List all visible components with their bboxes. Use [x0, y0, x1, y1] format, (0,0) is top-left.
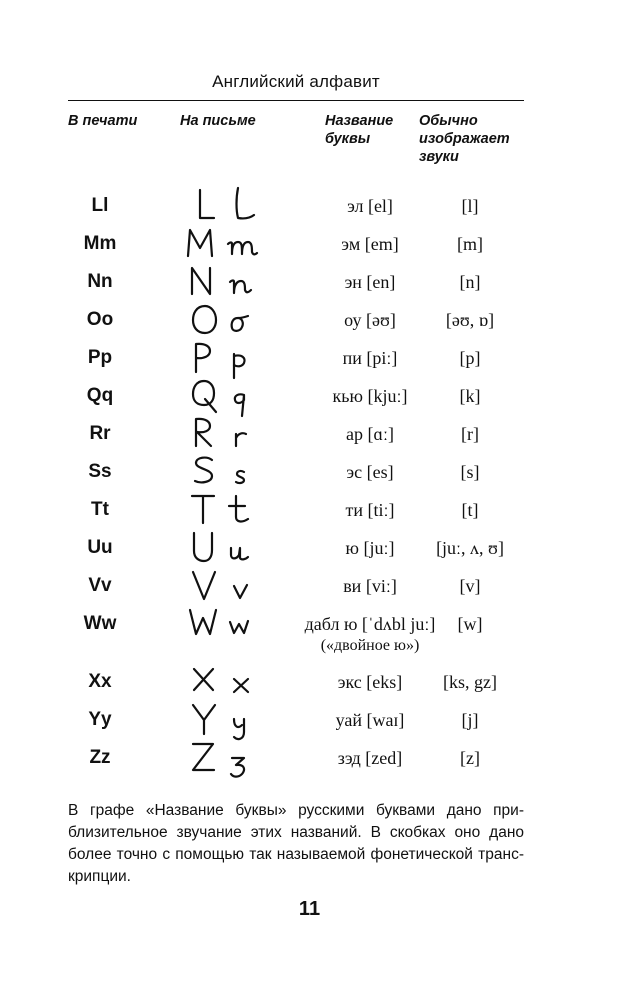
- column-header-print: В печати: [68, 113, 138, 129]
- printed-letter: Oo: [86, 309, 114, 330]
- letter-name-note: («двойное ю»): [320, 637, 420, 654]
- table-row: [0, 702, 619, 740]
- letter-sounds: [t]: [461, 500, 479, 520]
- column-header-letter-name: [325, 112, 415, 148]
- printed-letter: Ss: [88, 461, 112, 482]
- table-row: [0, 302, 619, 340]
- printed-letter: Xx: [88, 671, 112, 692]
- table-row: [0, 378, 619, 416]
- table-row: [0, 492, 619, 530]
- letter-sounds: [v]: [459, 576, 481, 596]
- letter-sounds: [w]: [457, 614, 483, 634]
- printed-letter: Pp: [87, 347, 113, 368]
- printed-letter: Vv: [88, 575, 112, 596]
- printed-letter: Uu: [87, 537, 113, 558]
- printed-letter: Nn: [87, 271, 113, 292]
- letter-name: ар [ɑː]: [346, 424, 394, 444]
- footnote-line: более точно с помощью так называемой фонетической транс-: [68, 846, 524, 863]
- column-header-sounds-line: Обычно: [419, 113, 478, 129]
- header-rule: [68, 100, 524, 101]
- table-row: [0, 416, 619, 454]
- footnote-line: крипции.: [68, 868, 131, 885]
- printed-letter: Qq: [86, 385, 114, 406]
- printed-letter: Rr: [89, 423, 111, 444]
- letter-sounds: [r]: [461, 424, 479, 444]
- letter-sounds: [ks, gz]: [443, 672, 497, 692]
- printed-letter: Mm: [83, 233, 117, 254]
- letter-name: дабл ю [ˈdʌbl juː]: [304, 614, 436, 634]
- footnote-line: близительное звучание этих названий. В скобках оно дано: [68, 824, 524, 841]
- column-header-letter-name-line: буквы: [325, 131, 371, 147]
- table-row: [0, 740, 619, 778]
- letter-name: зэд [zed]: [337, 748, 403, 768]
- letter-name: экс [eks]: [337, 672, 403, 692]
- table-row: [0, 454, 619, 492]
- letter-name: ю [juː]: [345, 538, 395, 558]
- printed-letter: Yy: [88, 709, 112, 730]
- table-row: [0, 606, 619, 664]
- letter-sounds: [juː, ʌ, ʊ]: [436, 538, 504, 558]
- table-row: [0, 568, 619, 606]
- printed-letter: Tt: [91, 499, 109, 520]
- letter-sounds: [m]: [457, 234, 483, 254]
- letter-name: эс [es]: [346, 462, 394, 482]
- column-header-sounds-line: изображает: [419, 131, 510, 147]
- letter-name: ти [tiː]: [345, 500, 395, 520]
- column-header-letter-name-line: Название: [325, 113, 394, 129]
- handwritten-letter-glyph: [174, 600, 294, 646]
- table-row: [0, 340, 619, 378]
- alphabet-table: [0, 188, 619, 778]
- letter-sounds: [p]: [459, 348, 481, 368]
- page-number: 11: [298, 898, 321, 920]
- letter-sounds: [z]: [460, 748, 480, 768]
- table-row: [0, 226, 619, 264]
- letter-sounds: [n]: [459, 272, 481, 292]
- letter-sounds: [s]: [460, 462, 480, 482]
- letter-name: эн [en]: [344, 272, 396, 292]
- letter-name: кью [kjuː]: [332, 386, 408, 406]
- letter-sounds: [l]: [461, 196, 479, 216]
- column-header-sounds: [419, 112, 529, 166]
- letter-name: уай [waɪ]: [335, 710, 405, 730]
- table-row: [0, 530, 619, 568]
- footnote-paragraph: [68, 800, 524, 888]
- letter-name: эм [em]: [341, 234, 399, 254]
- column-header-sounds-line: звуки: [419, 149, 459, 165]
- printed-letter: Zz: [89, 747, 111, 768]
- letter-sounds: [j]: [461, 710, 479, 730]
- letter-name: оу [əʊ]: [344, 310, 396, 330]
- column-header-handwritten: На письме: [180, 113, 256, 129]
- letter-name: пи [piː]: [342, 348, 398, 368]
- table-row: [0, 264, 619, 302]
- footnote-line: В графе «Название буквы» русскими буквами дано при-: [68, 802, 524, 819]
- running-head: Английский алфавит: [212, 72, 380, 91]
- letter-sounds: [k]: [459, 386, 481, 406]
- printed-letter: Ll: [91, 195, 109, 216]
- handwritten-letter-glyph: [174, 734, 294, 780]
- printed-letter: Ww: [83, 613, 117, 634]
- letter-name: эл [el]: [347, 196, 393, 216]
- letter-name: ви [viː]: [343, 576, 397, 596]
- letter-sounds: [əʊ, ɒ]: [445, 310, 495, 330]
- table-row: [0, 664, 619, 702]
- table-row: [0, 188, 619, 226]
